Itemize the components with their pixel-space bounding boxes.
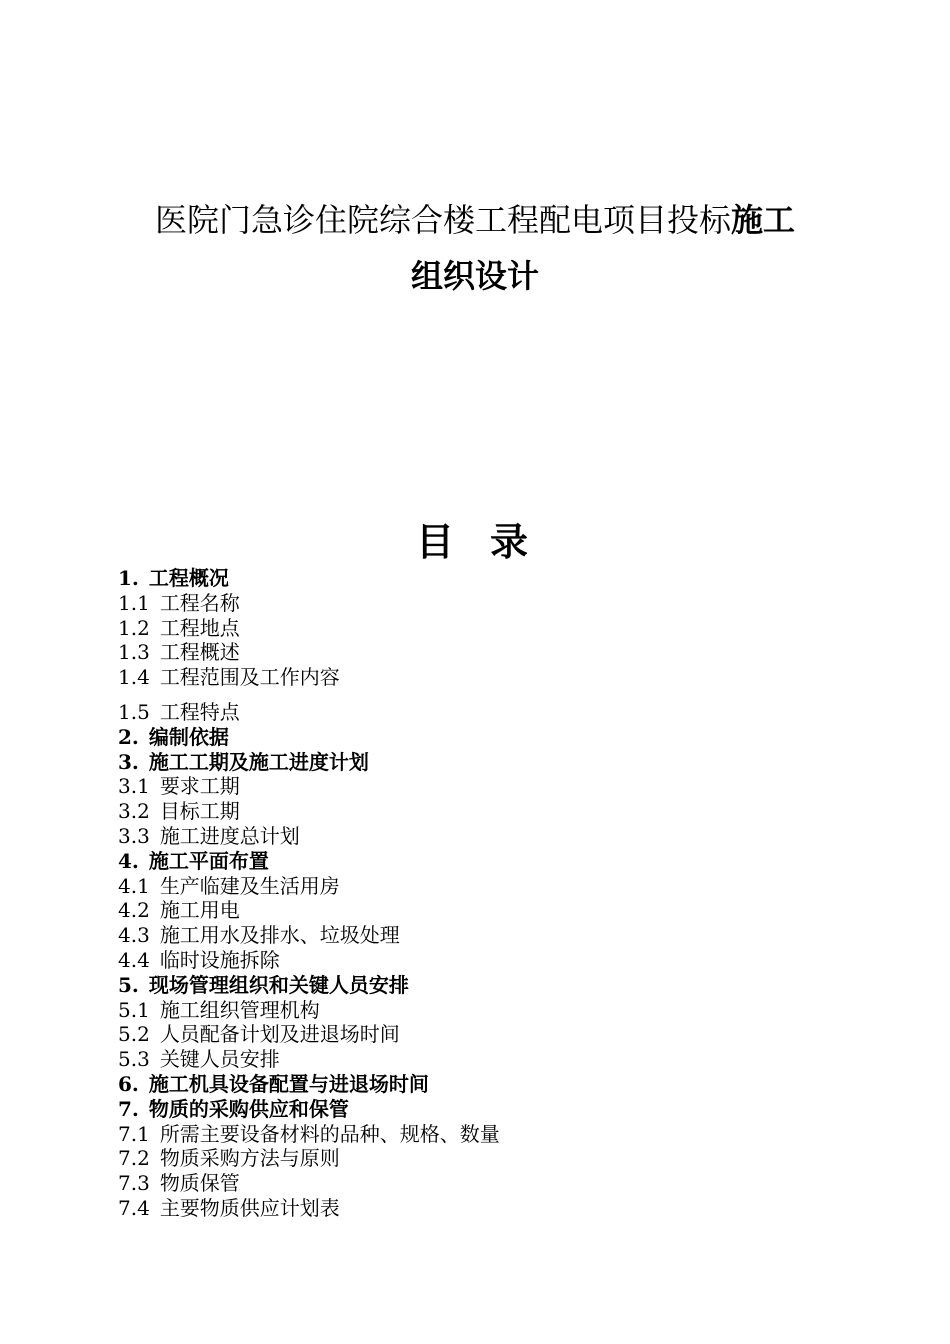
toc-subsection[interactable] bbox=[118, 1146, 878, 1171]
toc-subsection[interactable] bbox=[118, 700, 878, 725]
toc-text: 施工组织管理机构 bbox=[159, 997, 320, 1022]
toc-number: 7.4 bbox=[118, 1195, 150, 1220]
toc-text: 主要物质供应计划表 bbox=[159, 1195, 340, 1220]
toc-number: 4.2 bbox=[118, 898, 150, 923]
toc-text: 工程地点 bbox=[159, 615, 240, 640]
toc-section[interactable] bbox=[118, 566, 878, 591]
toc-text: 生产临建及生活用房 bbox=[159, 873, 340, 898]
toc-text: 目标工期 bbox=[159, 799, 240, 824]
toc-text: 工程名称 bbox=[159, 590, 240, 615]
toc-number: 1.3 bbox=[118, 640, 150, 665]
toc-subsection[interactable] bbox=[118, 898, 878, 923]
toc-number: 4.4 bbox=[118, 947, 150, 972]
toc-text: 人员配备计划及进退场时间 bbox=[159, 1022, 400, 1047]
toc-text: 编制依据 bbox=[148, 724, 229, 749]
toc-subsection[interactable] bbox=[118, 591, 878, 616]
toc-number: 3.3 bbox=[118, 823, 150, 848]
toc-subsection[interactable] bbox=[118, 1122, 878, 1147]
toc-number: 4.1 bbox=[118, 873, 150, 898]
toc-subsection[interactable] bbox=[118, 665, 878, 690]
toc-number: 1.2 bbox=[118, 615, 150, 640]
toc-number: 1.1 bbox=[118, 590, 150, 615]
toc-number: 3.1 bbox=[118, 774, 150, 799]
toc-text: 施工平面布置 bbox=[148, 848, 269, 873]
toc-text: 施工工期及施工进度计划 bbox=[148, 749, 369, 774]
toc-number: 3. bbox=[118, 749, 139, 774]
toc-section[interactable] bbox=[118, 1072, 878, 1097]
toc-subsection[interactable] bbox=[118, 824, 878, 849]
toc-subsection[interactable] bbox=[118, 799, 878, 824]
title-part-2: 施工 bbox=[731, 201, 796, 239]
toc-number: 7. bbox=[118, 1096, 139, 1121]
toc-subsection[interactable] bbox=[118, 1171, 878, 1196]
toc-number: 5. bbox=[118, 972, 139, 997]
toc-text: 临时设施拆除 bbox=[159, 947, 280, 972]
toc-subsection[interactable] bbox=[118, 1047, 878, 1072]
toc-section[interactable] bbox=[118, 973, 878, 998]
table-of-contents bbox=[118, 566, 878, 1221]
toc-text: 要求工期 bbox=[159, 774, 240, 799]
toc-number: 7.2 bbox=[118, 1146, 150, 1171]
toc-number: 5.3 bbox=[118, 1047, 150, 1072]
toc-text: 施工进度总计划 bbox=[159, 823, 300, 848]
toc-text: 施工用水及排水、垃圾处理 bbox=[159, 923, 400, 948]
toc-subsection[interactable] bbox=[118, 948, 878, 973]
toc-heading: 目录 bbox=[415, 519, 564, 564]
toc-section[interactable] bbox=[118, 849, 878, 874]
toc-text: 物质采购方法与原则 bbox=[159, 1146, 340, 1171]
toc-section[interactable] bbox=[118, 725, 878, 750]
toc-number: 1.5 bbox=[118, 699, 150, 724]
toc-number: 2. bbox=[118, 724, 139, 749]
toc-text: 物质的采购供应和保管 bbox=[148, 1096, 349, 1121]
toc-subsection[interactable] bbox=[118, 1022, 878, 1047]
toc-text: 工程特点 bbox=[159, 699, 240, 724]
toc-subsection[interactable] bbox=[118, 640, 878, 665]
toc-number: 1.4 bbox=[118, 665, 150, 690]
toc-text: 关键人员安排 bbox=[159, 1047, 280, 1072]
toc-number: 6. bbox=[118, 1071, 139, 1096]
toc-text: 工程概述 bbox=[159, 640, 240, 665]
toc-number: 7.3 bbox=[118, 1171, 150, 1196]
toc-number: 4. bbox=[118, 848, 139, 873]
toc-number: 4.3 bbox=[118, 923, 150, 948]
toc-text: 所需主要设备材料的品种、规格、数量 bbox=[159, 1121, 500, 1146]
toc-subsection[interactable] bbox=[118, 874, 878, 899]
toc-text: 工程范围及工作内容 bbox=[159, 665, 340, 690]
toc-text: 现场管理组织和关键人员安排 bbox=[148, 972, 409, 997]
toc-subsection[interactable] bbox=[118, 616, 878, 641]
toc-text: 工程概况 bbox=[148, 566, 229, 590]
title-line-2: 组织设计 bbox=[410, 257, 539, 295]
toc-text: 物质保管 bbox=[159, 1171, 240, 1196]
toc-section[interactable] bbox=[118, 1097, 878, 1122]
toc-subsection[interactable] bbox=[118, 774, 878, 799]
title-part-1: 医院门急诊住院综合楼工程配电项目投标 bbox=[154, 201, 731, 239]
toc-number: 5.1 bbox=[118, 997, 150, 1022]
title-line-1 bbox=[0, 192, 950, 248]
toc-number: 3.2 bbox=[118, 799, 150, 824]
toc-section[interactable] bbox=[118, 750, 878, 775]
toc-number: 1. bbox=[118, 566, 139, 590]
document-title bbox=[0, 192, 950, 304]
toc-subsection[interactable] bbox=[118, 1196, 878, 1221]
toc-text: 施工用电 bbox=[159, 898, 240, 923]
toc-subsection[interactable] bbox=[118, 923, 878, 948]
toc-text: 施工机具设备配置与进退场时间 bbox=[148, 1071, 429, 1096]
toc-number: 5.2 bbox=[118, 1022, 150, 1047]
toc-number: 7.1 bbox=[118, 1121, 150, 1146]
toc-subsection[interactable] bbox=[118, 998, 878, 1023]
